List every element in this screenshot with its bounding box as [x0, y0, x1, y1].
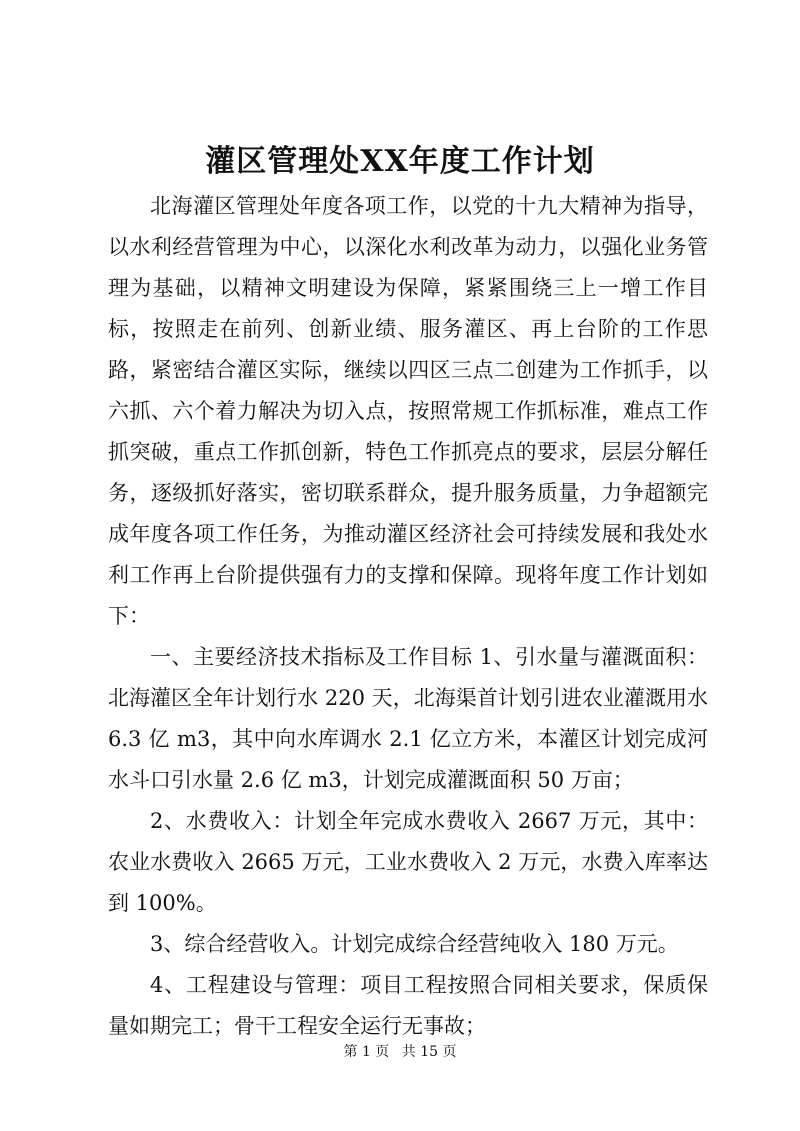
- paragraph-intro: 北海灌区管理处年度各项工作，以党的十九大精神为指导，以水利经营管理为中心，以深化水利改革为动力，以强化业务管理为基础，以精神文明建设为保障，紧紧围绕三上一增工作目标，按照走在前列、创新业绩、服务灌区、再上台阶的工作思路，紧密结合灌区实际，继续以四区三点二创建为工作抓手，以六抓、六个着力解决为切入点，按照常规工作抓标准，难点工作抓突破，重点工作抓创新，特色工作抓亮点的要求，层层分解任务，逐级抓好落实，密切联系群众，提升服务质量，力争超额完成年度各项工作任务，为推动灌区经济社会可持续发展和我处水利工作再上台阶提供强有力的支撑和保障。现将年度工作计划如下：: [108, 194, 708, 628]
- paragraph-construction: 4、工程建设与管理：项目工程按照合同相关要求，保质保量如期完工；骨干工程安全运行无事故；: [108, 973, 708, 1038]
- page-footer: [0, 1042, 800, 1062]
- document-body: [108, 186, 708, 1047]
- page-total: 共 15 页: [401, 1044, 457, 1060]
- paragraph-targets: 一、主要经济技术指标及工作目标 1、引水量与灌溉面积：北海灌区全年计划行水 220 天，北海渠首计划引进农业灌溉用水 6.3 亿 m3，其中向水库调水 2.1 亿立方米，本灌区计划完成河水斗口引水量 2.6 亿 m3，计划完成灌溉面积 50 万亩；: [108, 645, 708, 792]
- document-title: 灌区管理处XX年度工作计划: [205, 144, 595, 179]
- paragraph-business-income: 3、综合经营收入。计划完成综合经营纯收入 180 万元。: [150, 932, 679, 956]
- paragraph-water-fee: 2、水费收入：计划全年完成水费收入 2667 万元，其中：农业水费收入 2665 万元，工业水费收入 2 万元，水费入库率达到 100%。: [108, 809, 708, 915]
- page-number: 第 1 页: [343, 1044, 390, 1060]
